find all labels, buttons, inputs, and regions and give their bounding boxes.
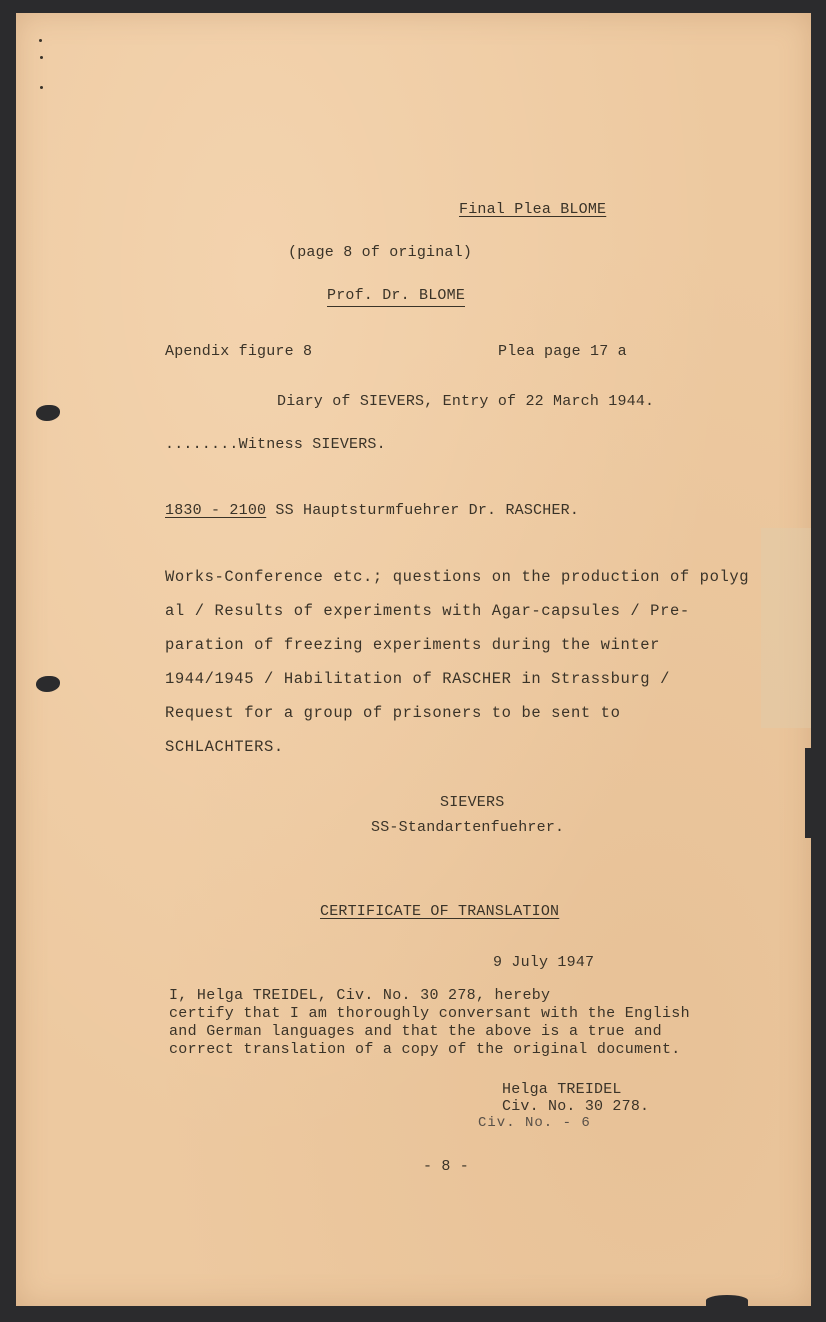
original-page-reference: (page 8 of original) xyxy=(288,244,473,261)
entry-body-line: Works-Conference etc.; questions on the production of polyg xyxy=(165,568,750,586)
document-title: Final Plea BLOME xyxy=(459,201,607,218)
certificate-line: I, Helga TREIDEL, Civ. No. 30 278, hereby xyxy=(169,987,551,1004)
entry-heading xyxy=(165,502,579,519)
speck-mark xyxy=(40,56,43,59)
certificate-title: CERTIFICATE OF TRANSLATION xyxy=(320,903,560,920)
certificate-line: correct translation of a copy of the original document. xyxy=(169,1041,681,1058)
page-number: - 8 - xyxy=(423,1158,470,1175)
certificate-line: and German languages and that the above is a true and xyxy=(169,1023,662,1040)
faint-stamp-text: Civ. No. - 6 xyxy=(478,1115,591,1131)
document-page xyxy=(16,13,811,1306)
certificate-line: certify that I am thoroughly conversant with the English xyxy=(169,1005,690,1022)
appendix-label: Apendix figure 8 xyxy=(165,343,313,360)
entry-time-range: 1830 - 2100 xyxy=(165,502,267,519)
paper-tear xyxy=(706,1295,748,1306)
speck-mark xyxy=(40,86,43,89)
paper-tear xyxy=(805,748,811,838)
signature-rank: SS-Standartenfuehrer. xyxy=(371,819,565,836)
witness-line: ........Witness SIEVERS. xyxy=(165,436,386,453)
entry-body-line: 1944/1945 / Habilitation of RASCHER in Strassburg / xyxy=(165,670,670,688)
entry-body-line: paration of freezing experiments during the winter xyxy=(165,636,661,654)
entry-body-line: Request for a group of prisoners to be sent to xyxy=(165,704,621,722)
entry-person: SS Hauptsturmfuehrer Dr. RASCHER. xyxy=(266,502,580,519)
defendant-name: Prof. Dr. BLOME xyxy=(327,287,465,307)
paper-stain xyxy=(761,528,811,728)
translator-civ-number: Civ. No. 30 278. xyxy=(502,1098,650,1115)
translator-name: Helga TREIDEL xyxy=(502,1081,622,1098)
plea-page-reference: Plea page 17 a xyxy=(498,343,627,360)
entry-body-line: al / Results of experiments with Agar-capsules / Pre- xyxy=(165,602,690,620)
entry-body-line: SCHLACHTERS. xyxy=(165,738,284,756)
punch-hole xyxy=(36,676,60,692)
certificate-date: 9 July 1947 xyxy=(493,954,595,971)
speck-mark xyxy=(39,39,42,42)
signature-name: SIEVERS xyxy=(440,794,505,811)
diary-heading: Diary of SIEVERS, Entry of 22 March 1944. xyxy=(277,393,655,410)
punch-hole xyxy=(36,405,60,421)
